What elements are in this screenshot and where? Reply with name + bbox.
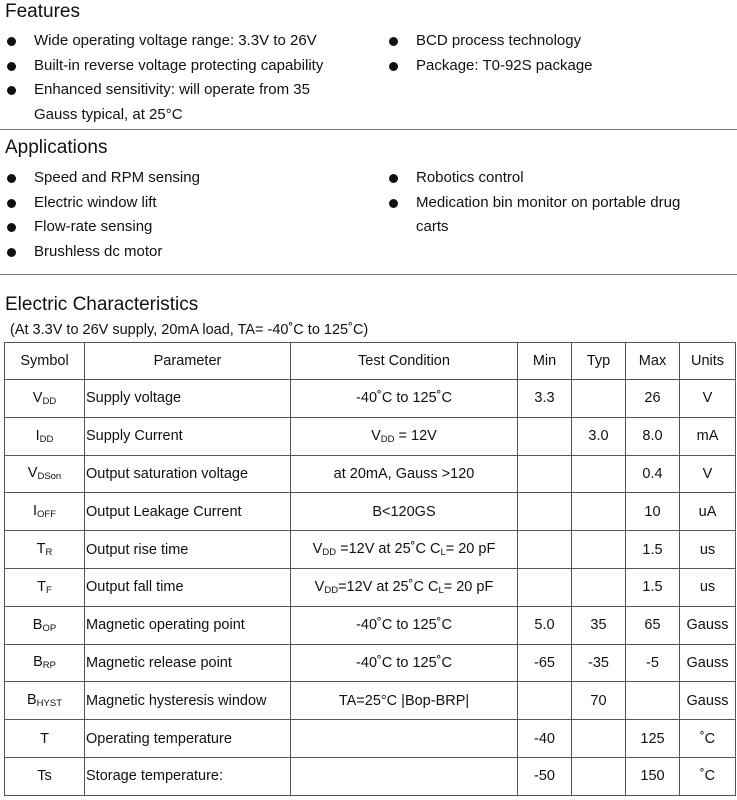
- column-header: Symbol: [5, 343, 85, 380]
- electric-subtitle: (At 3.3V to 26V supply, 20mA load, TA= -40˚C to 125˚C): [10, 322, 369, 338]
- list-item: [4, 240, 376, 265]
- typ-cell: [572, 493, 626, 531]
- symbol-subscript: HYST: [36, 698, 62, 710]
- list-item: [386, 29, 731, 54]
- bullet-icon: [389, 174, 398, 183]
- symbol-text: I: [32, 503, 38, 520]
- symbol-text: T: [40, 730, 49, 747]
- list-item: [4, 215, 376, 240]
- symbol-text: B: [32, 616, 43, 633]
- typ-cell: 70: [572, 682, 626, 720]
- list-item: [4, 54, 376, 79]
- applications-list-right: [386, 166, 731, 240]
- symbol-text: Ts: [37, 768, 52, 785]
- typ-cell: [572, 531, 626, 569]
- test-condition-cell: [291, 455, 518, 493]
- table-row: [5, 455, 736, 493]
- units-cell: Gauss: [680, 644, 736, 682]
- condition-subscript: DD: [322, 547, 337, 559]
- table-row: [5, 568, 736, 606]
- typ-cell: [572, 455, 626, 493]
- symbol-subscript: RP: [42, 660, 56, 672]
- typ-cell: 35: [572, 606, 626, 644]
- parameter-cell: Output rise time: [85, 531, 291, 569]
- bullet-icon: [7, 199, 16, 208]
- applications-title: Applications: [5, 137, 108, 158]
- parameter-cell: Output Leakage Current: [85, 493, 291, 531]
- test-condition-cell: [291, 644, 518, 682]
- parameter-cell: Magnetic hysteresis window: [85, 682, 291, 720]
- bullet-icon: [7, 86, 16, 95]
- condition-text: = 20 pF: [443, 578, 494, 595]
- list-item-text: Wide operating voltage range: 3.3V to 26V: [34, 32, 317, 49]
- max-cell: 65: [626, 606, 680, 644]
- list-item: [4, 166, 376, 191]
- symbol-text: T: [36, 541, 46, 558]
- symbol-cell: [5, 757, 85, 795]
- min-cell: [518, 493, 572, 531]
- list-item-text: Robotics control: [416, 169, 524, 186]
- symbol-subscript: DSon: [37, 471, 62, 483]
- max-cell: 150: [626, 757, 680, 795]
- symbol-text: I: [35, 427, 40, 444]
- bullet-icon: [7, 174, 16, 183]
- list-item-text: Built-in reverse voltage protecting capability: [34, 56, 324, 74]
- units-cell: Gauss: [680, 606, 736, 644]
- max-cell: -5: [626, 644, 680, 682]
- list-item-text: BCD process technology: [416, 32, 582, 49]
- column-header: Min: [518, 343, 572, 380]
- symbol-cell: [5, 417, 85, 455]
- bullet-icon: [389, 199, 398, 208]
- units-cell: ˚C: [680, 757, 736, 795]
- features-list-left: [4, 29, 376, 127]
- table-row: [5, 757, 736, 795]
- section-divider: [0, 129, 737, 130]
- condition-text: = 20 pF: [445, 541, 496, 558]
- bullet-icon: [7, 37, 16, 46]
- symbol-subscript: OP: [42, 622, 57, 634]
- symbol-subscript: R: [45, 547, 53, 559]
- table-row: [5, 531, 736, 569]
- list-item: [4, 78, 376, 127]
- condition-text: V: [312, 541, 323, 558]
- symbol-text: T: [37, 578, 47, 595]
- symbol-cell: [5, 568, 85, 606]
- typ-cell: [572, 757, 626, 795]
- list-item-text: Package: T0-92S package: [416, 56, 593, 74]
- symbol-cell: [5, 531, 85, 569]
- table-row: [5, 606, 736, 644]
- min-cell: [518, 455, 572, 493]
- symbol-cell: [5, 606, 85, 644]
- max-cell: 26: [626, 380, 680, 418]
- units-cell: us: [680, 531, 736, 569]
- condition-text: -40˚C to 125˚C: [356, 617, 452, 634]
- units-cell: ˚C: [680, 720, 736, 758]
- column-header: Parameter: [85, 343, 291, 380]
- test-condition-cell: [291, 757, 518, 795]
- min-cell: -40: [518, 720, 572, 758]
- symbol-text: V: [32, 389, 43, 406]
- condition-text: = 12V: [394, 427, 437, 444]
- condition-text: -40˚C to 125˚C: [356, 654, 452, 671]
- condition-subscript: L: [438, 584, 444, 596]
- list-item: [386, 191, 731, 240]
- table-row: [5, 417, 736, 455]
- table-row: [5, 493, 736, 531]
- typ-cell: 3.0: [572, 417, 626, 455]
- test-condition-cell: [291, 531, 518, 569]
- condition-text: V: [314, 578, 325, 595]
- parameter-cell: Output fall time: [85, 568, 291, 606]
- test-condition-cell: [291, 417, 518, 455]
- table-row: [5, 644, 736, 682]
- applications-list-left: [4, 166, 376, 264]
- bullet-icon: [389, 62, 398, 71]
- test-condition-cell: [291, 568, 518, 606]
- symbol-subscript: OFF: [37, 509, 57, 521]
- condition-text: TA=25°C |Bop-BRP|: [338, 692, 470, 709]
- table-header-row: [5, 343, 736, 380]
- condition-text: -40˚C to 125˚C: [356, 390, 452, 407]
- condition-text: =12V at 25˚C C: [336, 541, 441, 558]
- parameter-cell: Magnetic operating point: [85, 606, 291, 644]
- symbol-text: B: [26, 692, 37, 709]
- test-condition-cell: [291, 493, 518, 531]
- column-header: Typ: [572, 343, 626, 380]
- section-divider: [0, 274, 737, 275]
- test-condition-cell: [291, 682, 518, 720]
- symbol-cell: [5, 493, 85, 531]
- parameter-cell: Storage temperature:: [85, 757, 291, 795]
- column-header: Units: [680, 343, 736, 380]
- condition-text: B<120GS: [372, 503, 436, 520]
- symbol-cell: [5, 380, 85, 418]
- symbol-cell: [5, 682, 85, 720]
- min-cell: 3.3: [518, 380, 572, 418]
- list-item: [4, 29, 376, 54]
- list-item-text: Brushless dc motor: [34, 242, 163, 260]
- list-item: [4, 191, 376, 216]
- min-cell: [518, 568, 572, 606]
- test-condition-cell: [291, 720, 518, 758]
- units-cell: mA: [680, 417, 736, 455]
- units-cell: uA: [680, 493, 736, 531]
- test-condition-cell: [291, 606, 518, 644]
- list-item-text: Electric window lift: [34, 193, 157, 211]
- electric-title: Electric Characteristics: [5, 294, 199, 315]
- symbol-subscript: DD: [42, 395, 57, 407]
- bullet-icon: [7, 223, 16, 232]
- typ-cell: -35: [572, 644, 626, 682]
- list-item-text: Enhanced sensitivity: will operate from 35: [34, 81, 310, 98]
- parameter-cell: Magnetic release point: [85, 644, 291, 682]
- max-cell: 8.0: [626, 417, 680, 455]
- min-cell: -50: [518, 757, 572, 795]
- list-item-text: Speed and RPM sensing: [34, 169, 200, 186]
- symbol-cell: [5, 455, 85, 493]
- typ-cell: [572, 380, 626, 418]
- units-cell: V: [680, 380, 736, 418]
- parameter-cell: Supply voltage: [85, 380, 291, 418]
- condition-subscript: L: [440, 547, 446, 559]
- typ-cell: [572, 720, 626, 758]
- symbol-cell: [5, 644, 85, 682]
- condition-subscript: DD: [380, 433, 395, 445]
- bullet-icon: [7, 62, 16, 71]
- condition-subscript: DD: [324, 584, 339, 596]
- electric-characteristics-table: [4, 342, 736, 796]
- list-item: [386, 166, 731, 191]
- min-cell: [518, 682, 572, 720]
- list-item-text: Gauss typical, at 25°C: [34, 105, 183, 123]
- condition-text: =12V at 25˚C C: [338, 578, 439, 595]
- parameter-cell: Supply Current: [85, 417, 291, 455]
- symbol-cell: [5, 720, 85, 758]
- units-cell: V: [680, 455, 736, 493]
- features-title: Features: [5, 1, 80, 22]
- units-cell: us: [680, 568, 736, 606]
- max-cell: 10: [626, 493, 680, 531]
- max-cell: 1.5: [626, 568, 680, 606]
- list-item-text: Medication bin monitor on portable drug: [416, 193, 681, 211]
- list-item: [386, 54, 731, 79]
- min-cell: -65: [518, 644, 572, 682]
- parameter-cell: Operating temperature: [85, 720, 291, 758]
- symbol-text: V: [27, 465, 38, 482]
- table-row: [5, 682, 736, 720]
- features-list-right: [386, 29, 731, 78]
- max-cell: 0.4: [626, 455, 680, 493]
- units-cell: Gauss: [680, 682, 736, 720]
- column-header: Max: [626, 343, 680, 380]
- condition-text: V: [371, 427, 381, 444]
- max-cell: [626, 682, 680, 720]
- symbol-subscript: F: [46, 584, 52, 596]
- symbol-text: B: [33, 654, 43, 671]
- table-row: [5, 720, 736, 758]
- list-item-text: carts: [416, 218, 449, 235]
- table-row: [5, 380, 736, 418]
- min-cell: [518, 531, 572, 569]
- list-item-text: Flow-rate sensing: [34, 218, 153, 235]
- min-cell: 5.0: [518, 606, 572, 644]
- max-cell: 125: [626, 720, 680, 758]
- max-cell: 1.5: [626, 531, 680, 569]
- parameter-cell: Output saturation voltage: [85, 455, 291, 493]
- test-condition-cell: [291, 380, 518, 418]
- symbol-subscript: DD: [39, 433, 54, 445]
- bullet-icon: [389, 37, 398, 46]
- min-cell: [518, 417, 572, 455]
- column-header: Test Condition: [291, 343, 518, 380]
- bullet-icon: [7, 248, 16, 257]
- typ-cell: [572, 568, 626, 606]
- condition-text: at 20mA, Gauss >120: [333, 465, 475, 482]
